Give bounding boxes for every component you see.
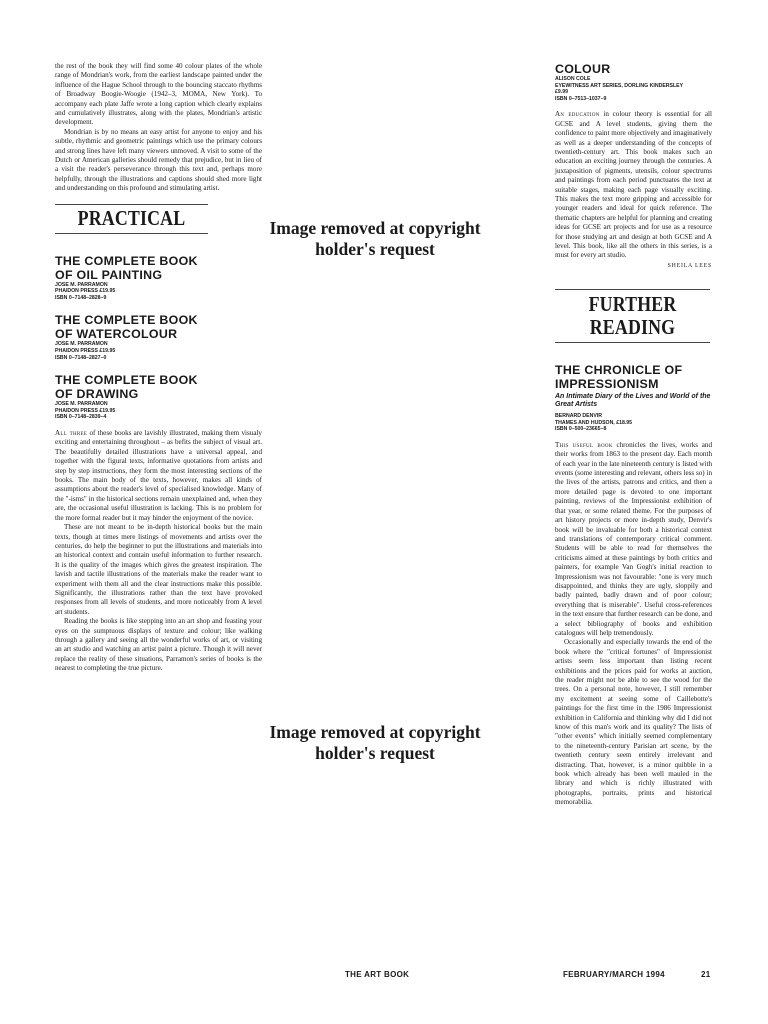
book-author: ALISON COLE (555, 76, 591, 82)
review-paragraph: chronicles the lives, works and their works from 1863 to the present day. Each month of each year in the late nineteenth century is listed with events (some interesting and relevant, others less so) in the lives of the artists, patrons and critics, and then a more detailed page is devoted to one important painting, reviews of the Impressionist exhibition of that year, or some related theme. For the purposes of art history projects or more in-depth study, Denvir's book will be invaluable for both a historical context and translations of contemporary critical comment. Students will be able to read for themselves the criticisms aimed at these paintings by both critics and painters, for example Van Gogh's initial reaction to Impressionism was not favourable: "one is very much disappointed, and thinks they are ugly, sloppily and badly painted, badly drawn and of poor colour; everything that is miserable". Useful cross-references in the text ensure that further research can be done, and a select bibliography of books and exhibition catalogues will help tremendously. (555, 440, 713, 637)
footer-issue: FEBRUARY/MARCH 1994 (563, 970, 665, 979)
book-price: £9.99 (555, 89, 568, 96)
book-entry-impressionism (555, 363, 712, 433)
book-isbn: ISBN 0–500–23665–8 (555, 426, 607, 433)
book-publisher: PHAIDON PRESS £19.95 (55, 407, 116, 414)
review-paragraph: Occasionally and especially towards the end of the book where the "critical fortunes" of Impressionist artists seem less important than listing recent exhibitions and the prices paid for works at auction, the reader might not be able to see the wood for the trees. On a personal note, however, I still remember my excitement at seeing some of Caillebotte's paintings for the first time in the 1986 Impressionist exhibition in California and thinking why did I did not know of this man's work and its quality? The lists of "other events" which initially seemed complementary to the nineteenth-century Parisian art scene, by the twentieth century seem entirely irrelevant and distracting. That, however, is a minor quibble in a book which already has been well mauled in the library and which is richly illustrated with photographs, portraits, prints and historical memorabilia. (555, 638, 712, 807)
reviewer-signature: SHEILA LEES (667, 262, 712, 269)
book-isbn: ISBN 0–7148–2828–9 (55, 294, 107, 301)
footer-page-number: 21 (701, 970, 711, 979)
book-isbn: ISBN 0–7148–2827–0 (55, 354, 107, 361)
section-rule (55, 204, 208, 205)
book-isbn: ISBN 0–7148–2839–4 (55, 414, 107, 421)
book-title: COLOUR (555, 62, 611, 76)
footer-magazine: THE ART BOOK (345, 970, 410, 979)
review-lead: This useful book (555, 440, 613, 449)
book-isbn: ISBN 0–7513–1037–9 (555, 95, 607, 102)
left-column (55, 62, 262, 674)
book-entry (55, 254, 262, 302)
image-removed-notice-top: Image removed at copyright holder's request (269, 218, 481, 259)
review-lead: All three (55, 429, 88, 438)
review-paragraph: in colour theory is essential for all GCSE and A level students, giving them the confidence to paint more objectively and imaginatively as well as a deeper understanding of the concepts of twentieth-century art. This book makes such an education an exciting journey through the centuries. A juxtaposition of pigments, utensils, colour spectrums and paintings from each period punctuates the text at suitable stages, making each page visually exciting. This makes the text more gripping and accessible for younger readers and ideal for quick reference. The thematic chapters are helpful for planning and creating ideas for GCSE art projects and for use as a resource for those studying art and design at both GCSE and A level. This book, like all the others in this series, is a must for every art studio. (555, 110, 712, 260)
section-title-further: FURTHER (588, 291, 677, 316)
book-entry-colour (555, 62, 712, 102)
book-title: THE CHRONICLE OF IMPRESSIONISM (555, 362, 683, 391)
intro-paragraph: Mondrian is by no means an easy artist for anyone to enjoy and his subtle, rhythmic and geometric paintings which use the primary colours and strong lines have left many viewers unmoved. A visit to some of the Dutch or American galleries should remedy that prejudice, but in lieu of a visit the reader's perseverance through this text and, perhaps more helpfully, through the illustrations and captions should shed more light and understanding on this profound and stimulating artist. (55, 127, 262, 193)
book-author: BERNARD DENVIR (555, 413, 602, 420)
book-publisher: PHAIDON PRESS £19.95 (55, 288, 116, 295)
section-rule (555, 342, 710, 343)
review-paragraph: of these books are lavishly illustrated, making them visualy exciting and entertaining throughout – as befits the subject of visual art. The beautifully detailed illustrations have a universal appeal, and together with the figural texts, informative quotations from artists and step by step instructions, they form the most interesting sections of the books. The main body of the texts, however, makes all kinds of assumptions about the reader's level of specialised knowledge. Many of the "-isms" in the historical sections remain unexplained and, when they are, the occasional useful illustration is lacking. This is no problem for the more formal reader but it may hinder the enjoyment of the novice. (55, 429, 262, 522)
section-rule (555, 289, 710, 290)
book-title: THE COMPLETE BOOK OF OIL PAINTING (55, 253, 198, 282)
section-rule (55, 233, 208, 234)
section-title-reading: READING (589, 314, 676, 339)
review-impressionism (555, 441, 712, 808)
review-paragraph: These are not meant to be in-depth historical books but the main texts, though at times mere listings of movements and artists over the centuries, do help the beginner to put the illustrations and materials into an historical context and contain useful information to further research. It is the quality of the images which gives the greatest inspiration. The lavish and tactile illustrations of the materials make the reader want to experiment with them all and the clear instructions make this possible. Significantly, the illustrations rather than the text have provoked responses from all levels of students, and more noticeably from A level art students. (55, 523, 262, 616)
book-publisher: THAMES AND HUDSON, £18.95 (555, 419, 633, 426)
book-series: EYEWITNESS ART SERIES, DORLING KINDERSLEY (555, 82, 684, 89)
book-title: THE COMPLETE BOOK OF WATERCOLOUR (55, 313, 198, 342)
book-title: THE COMPLETE BOOK OF DRAWING (55, 373, 198, 402)
book-author: JOSE M. PARRAMON (55, 281, 108, 288)
intro-paragraph: the rest of the book they will find some 40 colour plates of the whole range of Mondrian's work, from the earliest landscape painted under the influence of the Hague School through to the bouncing staccato rhythms of Broadway Boogie-Woogie (1942–3, MOMA, New York). To accompany each plate Jaffe wrote a long caption which clearly explains and cumulatively illustrates, along with the plates, Mondrian's artistic development. (55, 62, 262, 127)
review-paragraph: Reading the books is like stepping into an art shop and feasting your eyes on the sumptuous displays of texture and colour; like walking through a gallery and seeing all the wonderful works of art, or visiting an art studio and watching an artist paint a picture. Though it will never replace the reality of these situations, Parramon's series of books is the nearest to completing the true picture. (55, 617, 262, 673)
right-column (555, 62, 712, 808)
review-lead: An education (555, 110, 600, 119)
image-removed-notice-bottom: Image removed at copyright holder's request (269, 722, 481, 763)
book-entry (55, 313, 262, 361)
book-author: JOSE M. PARRAMON (55, 401, 108, 408)
book-subtitle: An Intimate Diary of the Lives and World of the Great Artists (555, 392, 711, 409)
book-author: JOSE M. PARRAMON (55, 341, 108, 348)
book-publisher: PHAIDON PRESS £19.95 (55, 348, 116, 355)
section-title-practical: PRACTICAL (77, 205, 186, 230)
book-entry (55, 373, 262, 421)
review-practical (55, 429, 262, 674)
